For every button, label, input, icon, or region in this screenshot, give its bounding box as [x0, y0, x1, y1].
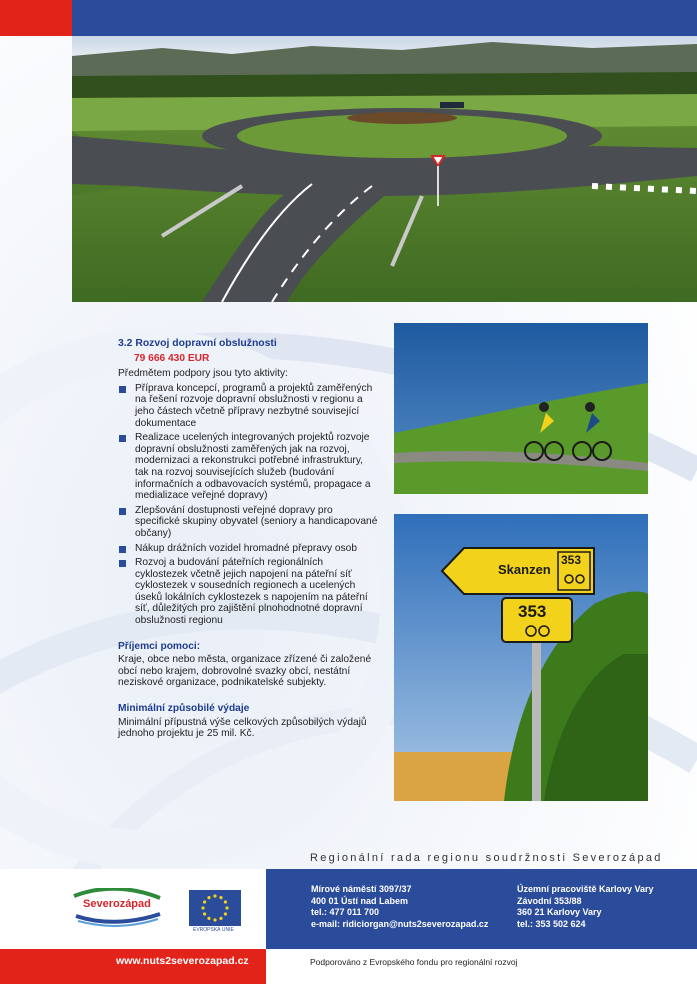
intro-text: Předmětem podpory jsou tyto aktivity: [118, 368, 288, 380]
branch-name: Územní pracoviště Karlovy Vary [517, 884, 654, 894]
website-link[interactable]: www.nuts2severozapad.cz [116, 955, 249, 967]
content-column [118, 338, 378, 740]
branch-office-address [517, 884, 692, 931]
address-street: Mírové náměstí 3097/37 [311, 884, 412, 894]
organization-title: Regionální rada regionu soudržnosti Severozápad [310, 852, 663, 864]
branch-street: Závodní 353/88 [517, 895, 582, 906]
list-item: Nákup drážních vozidel hromadné přepravy osob [118, 543, 378, 555]
sign-number-small: 353 [561, 553, 582, 567]
address-email: e-mail: ridiciorgan@nuts2severozapad.cz [311, 919, 489, 930]
eu-logo-label: EVROPSKÁ UNIE [193, 927, 234, 933]
list-item: Realizace ucelených integrovaných projektů rozvoje dopravní obslužnosti zaměřených jak na rozvoj, modernizaci a rekonstrukci potřebné infrastruktury, tak na rozvoj souvisejících služeb (budování informačních a odbavovacích systémů, propagace a medializace veřejné dopravy) [118, 432, 378, 502]
cyclists-photo [394, 323, 648, 494]
address-city: 400 01 Ústí nad Labem [311, 895, 409, 906]
min-expenses-text: Minimální přípustná výše celkových způsobilých výdajů jednoho projektu je 25 mil. Kč. [118, 716, 367, 740]
branch-city: 360 21 Karlovy Vary [517, 907, 602, 918]
branch-phone: tel.: 353 502 624 [517, 919, 586, 930]
activities-list [118, 383, 378, 627]
cycle-route-sign-photo [394, 514, 648, 801]
min-expenses-heading: Minimální způsobilé výdaje [118, 703, 250, 715]
sign-number-large: 353 [518, 602, 547, 621]
top-blue-bar [72, 0, 697, 36]
section-title: 3.2 Rozvoj dopravní obslužnosti [118, 338, 277, 349]
funding-note: Podporováno z Evropského fondu pro regionální rozvoj [310, 957, 518, 967]
recipients-heading: Příjemci pomoci: [118, 640, 201, 652]
list-item: Příprava koncepcí, programů a projektů zaměřených na řešení rozvoje dopravní obslužnosti v regionu a jeho částech včetně přípravy nezbytné související dokumentace [118, 383, 378, 429]
list-item: Zlepšování dostupnosti veřejné dopravy pro specifické skupiny obyvatel (seniory a handicapované občany) [118, 505, 378, 540]
roundabout-photo [72, 36, 697, 302]
recipients-text: Kraje, obce nebo města, organizace zřízené či založené obcí nebo krajem, dobrovolné svazky obcí, nestátní neziskové organizace, podnikatelské subjekty. [118, 654, 372, 689]
severozapad-logo [70, 888, 165, 928]
eu-logo [189, 890, 241, 935]
list-item: Rozvoj a budování páteřních regionálních cyklostezek včetně jejich napojení na páteřní síť cyklostezek v sousedních regionech a ucelených úseků lokálních cyklostezek s napojením na páteřní síť, důležitých pro zajištění plnohodnotné dopravní obslužnosti regionu [118, 557, 378, 627]
eu-flag-icon [189, 890, 241, 926]
top-red-bar [0, 0, 72, 36]
main-office-address [311, 884, 511, 931]
section-amount: 79 666 430 EUR [134, 352, 210, 364]
sign-label-skanzen: Skanzen [498, 562, 551, 577]
address-phone: tel.: 477 011 700 [311, 907, 380, 918]
severozapad-logo-text: Severozápad [83, 898, 151, 910]
